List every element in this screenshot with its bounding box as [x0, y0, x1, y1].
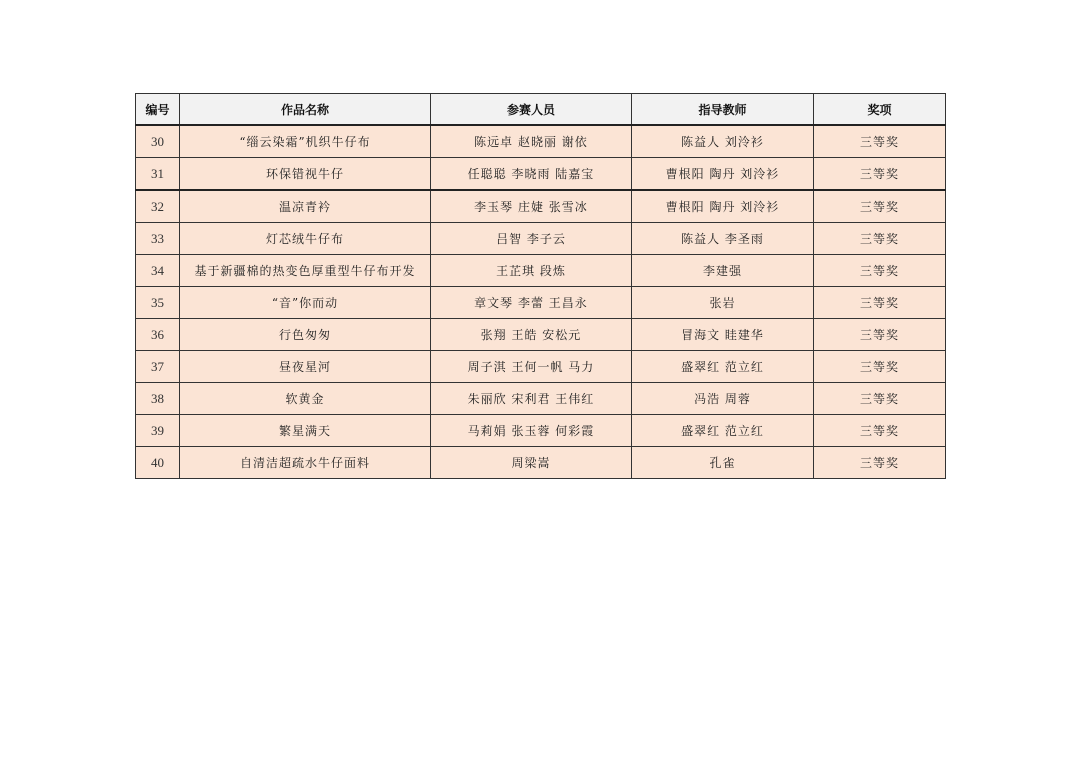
table-row: [136, 383, 946, 415]
cell-teachers: 张岩: [632, 287, 814, 319]
cell-award: 三等奖: [814, 287, 946, 319]
table-header: [136, 94, 946, 126]
cell-members: 张翔 王皓 安松元: [431, 319, 632, 351]
cell-members: 吕智 李子云: [431, 223, 632, 255]
cell-number: 33: [136, 223, 180, 255]
cell-teachers: 李建强: [632, 255, 814, 287]
cell-title: 温凉青衿: [180, 190, 431, 223]
cell-title: “缁云染霜”机织牛仔布: [180, 125, 431, 158]
cell-title: 软黄金: [180, 383, 431, 415]
cell-teachers: 盛翠红 范立红: [632, 415, 814, 447]
cell-award: 三等奖: [814, 447, 946, 479]
cell-members: 陈远卓 赵晓丽 谢依: [431, 125, 632, 158]
cell-title: “音”你而动: [180, 287, 431, 319]
cell-award: 三等奖: [814, 190, 946, 223]
header-title: 作品名称: [180, 94, 431, 126]
cell-members: 王芷琪 段炼: [431, 255, 632, 287]
cell-award: 三等奖: [814, 158, 946, 191]
cell-number: 32: [136, 190, 180, 223]
awards-table: [135, 93, 946, 479]
cell-members: 朱丽欣 宋利君 王伟红: [431, 383, 632, 415]
cell-teachers: 曹根阳 陶丹 刘泠衫: [632, 158, 814, 191]
cell-number: 36: [136, 319, 180, 351]
cell-award: 三等奖: [814, 255, 946, 287]
cell-award: 三等奖: [814, 125, 946, 158]
cell-teachers: 冒海文 眭建华: [632, 319, 814, 351]
cell-number: 34: [136, 255, 180, 287]
cell-award: 三等奖: [814, 383, 946, 415]
cell-members: 李玉琴 庄婕 张雪冰: [431, 190, 632, 223]
header-award: 奖项: [814, 94, 946, 126]
cell-members: 周子淇 王何一帆 马力: [431, 351, 632, 383]
header-members: 参赛人员: [431, 94, 632, 126]
header-number: 编号: [136, 94, 180, 126]
table-row: [136, 287, 946, 319]
table-row: [136, 351, 946, 383]
table-row: [136, 190, 946, 223]
cell-number: 30: [136, 125, 180, 158]
cell-number: 39: [136, 415, 180, 447]
cell-title: 自清洁超疏水牛仔面料: [180, 447, 431, 479]
table-row: [136, 255, 946, 287]
cell-award: 三等奖: [814, 351, 946, 383]
cell-members: 周梁嵩: [431, 447, 632, 479]
header-row: [136, 94, 946, 126]
cell-award: 三等奖: [814, 319, 946, 351]
cell-teachers: 孔雀: [632, 447, 814, 479]
table-row: [136, 415, 946, 447]
header-teachers: 指导教师: [632, 94, 814, 126]
cell-title: 环保错视牛仔: [180, 158, 431, 191]
table-row: [136, 223, 946, 255]
cell-award: 三等奖: [814, 223, 946, 255]
cell-members: 章文琴 李蕾 王昌永: [431, 287, 632, 319]
table-body: [136, 125, 946, 479]
cell-members: 马莉娟 张玉蓉 何彩霞: [431, 415, 632, 447]
cell-title: 基于新疆棉的热变色厚重型牛仔布开发: [180, 255, 431, 287]
cell-number: 37: [136, 351, 180, 383]
table-row: [136, 125, 946, 158]
cell-teachers: 盛翠红 范立红: [632, 351, 814, 383]
cell-award: 三等奖: [814, 415, 946, 447]
cell-title: 行色匆匆: [180, 319, 431, 351]
cell-title: 灯芯绒牛仔布: [180, 223, 431, 255]
cell-teachers: 陈益人 刘泠衫: [632, 125, 814, 158]
cell-teachers: 曹根阳 陶丹 刘泠衫: [632, 190, 814, 223]
cell-number: 35: [136, 287, 180, 319]
cell-number: 38: [136, 383, 180, 415]
cell-number: 40: [136, 447, 180, 479]
cell-teachers: 陈益人 李圣雨: [632, 223, 814, 255]
table-row: [136, 447, 946, 479]
cell-teachers: 冯浩 周蓉: [632, 383, 814, 415]
cell-title: 繁星满天: [180, 415, 431, 447]
cell-number: 31: [136, 158, 180, 191]
cell-members: 任聪聪 李晓雨 陆嘉宝: [431, 158, 632, 191]
table-row: [136, 319, 946, 351]
cell-title: 昼夜星河: [180, 351, 431, 383]
table-row: [136, 158, 946, 191]
